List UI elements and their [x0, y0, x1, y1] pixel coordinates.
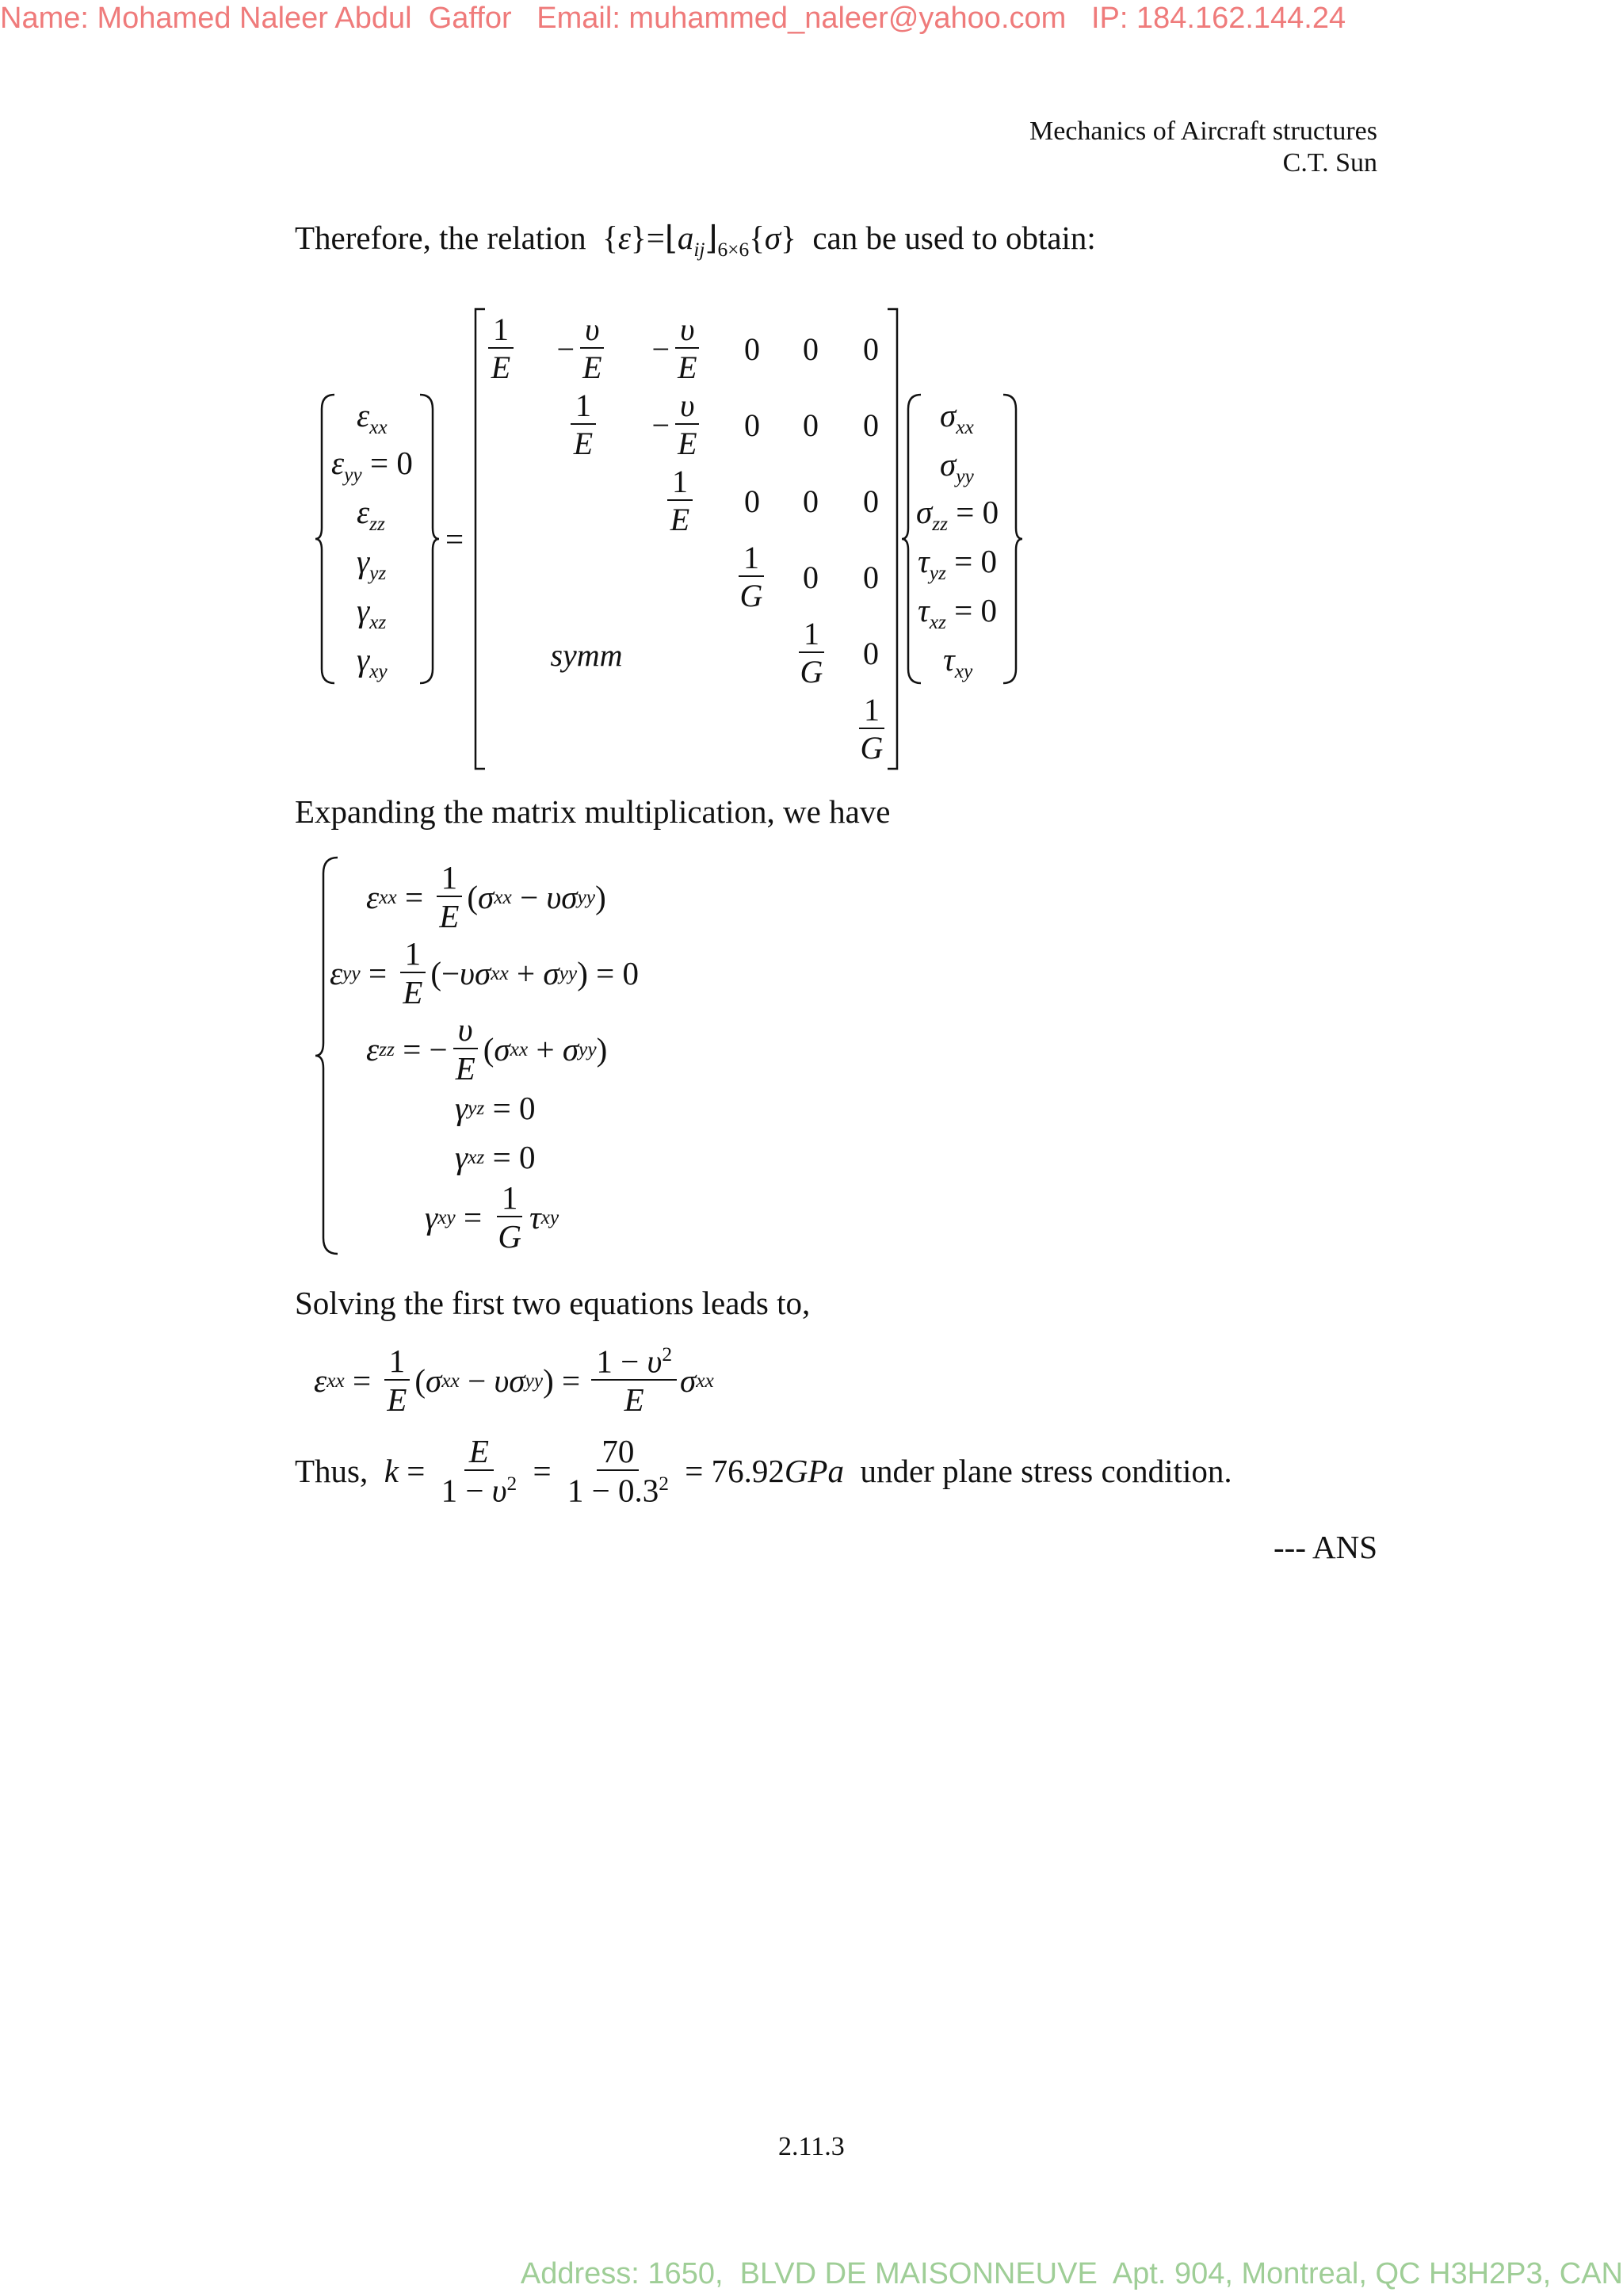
k-value: 76.92 — [711, 1453, 785, 1489]
matrix-a56: 0 — [863, 635, 879, 671]
stress-right-brace — [1000, 393, 1024, 685]
intro-text: Therefore, the relation — [295, 220, 586, 256]
matrix-a26: 0 — [863, 407, 879, 443]
condition-text: under plane stress condition. — [860, 1453, 1232, 1489]
page-number: 2.11.3 — [778, 2132, 845, 2161]
equation-exx: ε xx = $\frac{1}{E}$ ( σ xx − υσ yy ) — [366, 859, 606, 934]
equals-sign: = — [445, 521, 464, 557]
book-title: Mechanics of Aircraft structures — [1029, 117, 1377, 146]
equation-gyz: γ yz = 0 — [455, 1090, 536, 1126]
strain-eyy: $\varepsilon_{yy} = 0$ — [331, 445, 413, 487]
matrix-a35: 0 — [803, 483, 819, 519]
matrix-a13: − $\frac{\upsilon}{E}$ — [647, 311, 710, 387]
stress-tyz: $\tau_{yz} = 0$ — [918, 543, 997, 585]
matrix-a22: $\frac{1}{E}$ — [561, 387, 605, 463]
stress-txy: $\tau_{xy}$ — [943, 641, 973, 683]
matrix-a23: − $\frac{\upsilon}{E}$ — [647, 387, 710, 463]
matrix-a45: 0 — [803, 559, 819, 595]
matrix-a16: 0 — [863, 330, 879, 367]
stress-txz: $\tau_{xz} = 0$ — [918, 592, 997, 634]
strain-right-brace — [417, 393, 441, 685]
k-unit: GPa — [784, 1453, 844, 1489]
matrix-a44: $\frac{1}{G}$ — [739, 540, 763, 613]
strain-gxy: $\gamma_{xy}$ — [357, 641, 388, 683]
book-author: C.T. Sun — [1282, 148, 1377, 178]
strain-exx: $\varepsilon_{xx}$ — [357, 397, 388, 439]
matrix-a24: 0 — [744, 407, 760, 443]
E-value: 70 — [597, 1435, 639, 1471]
relation-formula: $\{\varepsilon\}=⌊a_{ij}⌋_{6\times 6}\{\sigma\}$ — [602, 220, 796, 262]
equation-eyy: ε yy = $\frac{1}{E}$ (− υσ xx + σ yy ) = 0 — [330, 935, 639, 1010]
equation-gxy: γ xy = $\frac{1}{G}$ τ xy — [425, 1179, 559, 1255]
watermark-bottom: Address: 1650, BLVD DE MAISONNEUVE Apt. 904, Montreal, QC H3H2P3, CAN — [520, 2257, 1623, 2290]
thus-label: Thus, — [295, 1453, 369, 1489]
matrix-a25: 0 — [803, 407, 819, 443]
intro-sentence — [295, 219, 1096, 262]
matrix-size: 6×6 — [717, 239, 750, 262]
watermark-top: Name: Mohamed Naleer Abdul Gaffor Email: muhammed_naleer@yahoo.com IP: 184.162.144.24 — [0, 2, 1346, 35]
page-header — [1029, 116, 1377, 179]
thus-line: Thus, k = $\frac{E}{1 - \upsilon^2}$ = $\frac{70}{1 - 0.3^2}$ = 76.92 GPa under plane stress condition. — [295, 1432, 1232, 1509]
nu-value: 0.3 — [617, 1472, 659, 1509]
matrix-a12: − $\frac{\upsilon}{E}$ — [552, 311, 615, 387]
expanding-sentence: Expanding the matrix multiplication, we have — [295, 793, 891, 830]
matrix-a15: 0 — [803, 330, 819, 367]
matrix-a33: $\frac{1}{E}$ — [658, 463, 702, 539]
matrix-a11: $\frac{1}{E}$ — [479, 311, 523, 387]
matrix-a36: 0 — [863, 483, 879, 519]
equation-gxz: γ xz = 0 — [455, 1139, 536, 1175]
matrix-symm-label: symm — [550, 636, 623, 673]
equation-ezz: ε zz = − $\frac{\upsilon}{E}$ ( σ xx + σ yy ) — [366, 1011, 608, 1087]
matrix-a34: 0 — [744, 483, 760, 519]
stress-szz: $\sigma_{zz} = 0$ — [916, 494, 999, 536]
matrix-a55: $\frac{1}{G}$ — [800, 616, 823, 690]
stress-sxx: $\sigma_{xx}$ — [940, 397, 974, 439]
stress-syy: $\sigma_{yy}$ — [940, 446, 974, 488]
equation-result: ε xx = $\frac{1}{E}$ ( σ xx − υσ yy ) = $\frac{1 - \upsilon^2}{E}$ σ xx — [314, 1343, 714, 1419]
strain-ezz: $\varepsilon_{zz}$ — [357, 494, 385, 536]
intro-tail: can be used to obtain: — [812, 220, 1096, 256]
stress-left-brace — [900, 393, 924, 685]
answer-marker: --- ANS — [1274, 1529, 1377, 1565]
strain-gxz: $\gamma_{xz}$ — [357, 592, 387, 634]
solving-sentence: Solving the first two equations leads to, — [295, 1285, 811, 1321]
system-left-brace — [314, 856, 341, 1255]
matrix-a14: 0 — [744, 330, 760, 367]
matrix-a46: 0 — [863, 559, 879, 595]
strain-left-brace — [314, 393, 338, 685]
strain-gyz: $\gamma_{yz}$ — [357, 543, 387, 585]
matrix-a66: $\frac{1}{G}$ — [860, 692, 884, 766]
